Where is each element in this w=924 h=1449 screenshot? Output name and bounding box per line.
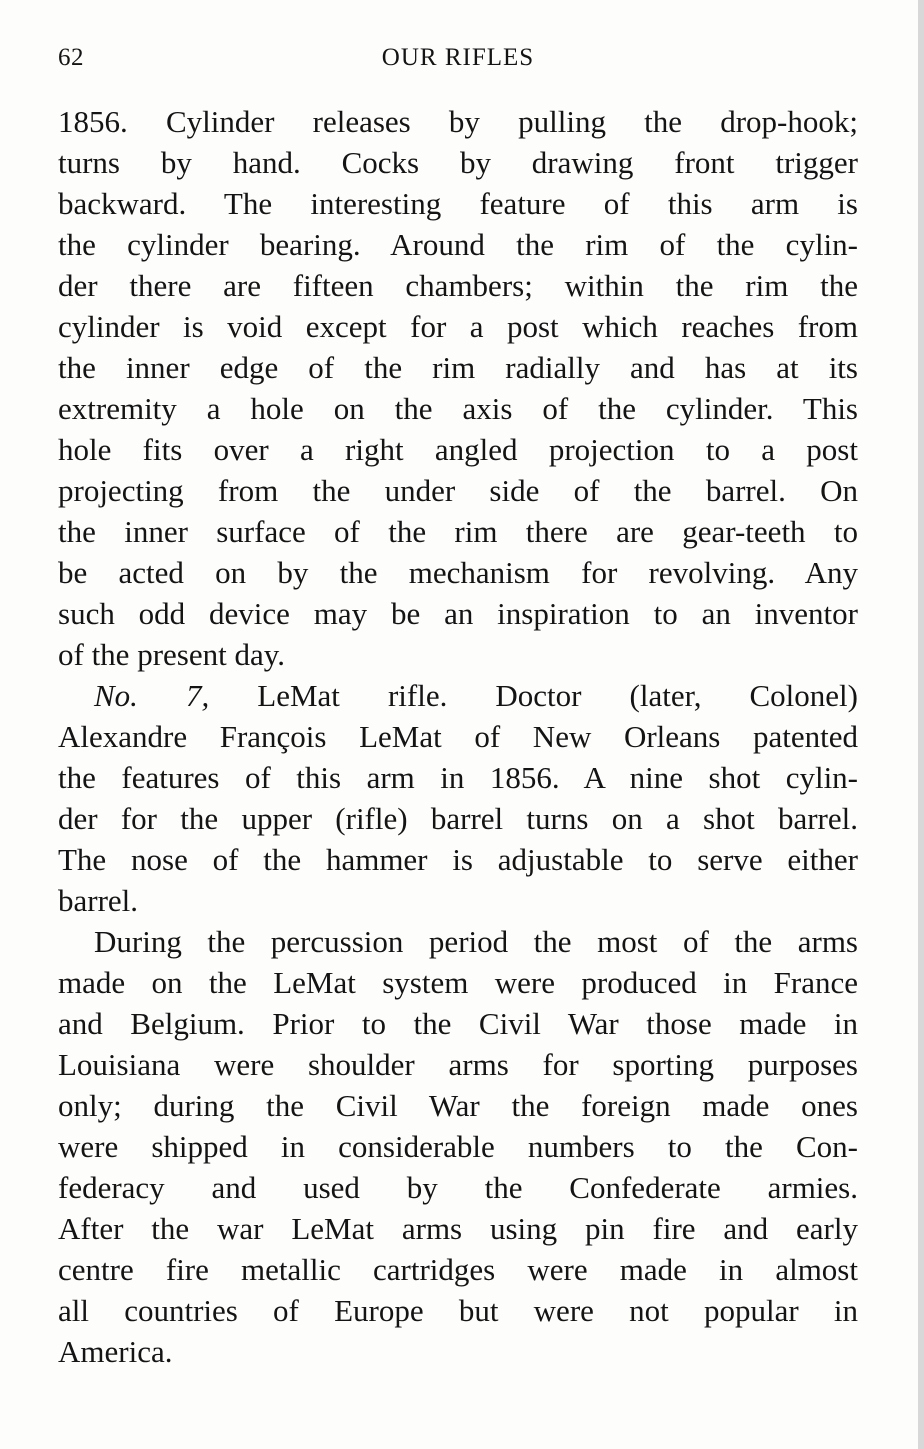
text-line: 1856. Cylinder releases by pulling the drop-hook; [58,104,858,139]
page-number: 62 [58,44,84,71]
text-line: The nose of the hammer is adjustable to serve either [58,842,858,877]
body-text [58,101,858,1372]
text-line: Louisiana were shoulder arms for sporting purposes [58,1047,858,1082]
text-line [58,675,858,716]
text-line: During the percussion period the most of the arms [94,924,858,959]
text-line: and Belgium. Prior to the Civil War those made in [58,1006,858,1041]
text-line: hole fits over a right angled projection to a post [58,432,858,467]
text-line: Alexandre François LeMat of New Orleans patented [58,719,858,754]
italic-lead: No. 7, [94,678,210,713]
text-line: projecting from the under side of the barrel. On [58,473,858,508]
page-edge [918,0,924,1449]
text-line: the features of this arm in 1856. A nine shot cylin- [58,760,858,795]
text-line: turns by hand. Cocks by drawing front trigger [58,145,858,180]
text-line: the inner edge of the rim radially and has at its [58,350,858,385]
paragraph-3 [58,921,858,1372]
text-line: backward. The interesting feature of this arm is [58,186,858,221]
text-line: the inner surface of the rim there are gear-teeth to [58,514,858,549]
paragraph-2 [58,675,858,921]
text-line: After the war LeMat arms using pin fire and early [58,1211,858,1246]
text-line: federacy and used by the Confederate armies. [58,1170,858,1205]
text-line: only; during the Civil War the foreign made ones [58,1088,858,1123]
running-head: OUR RIFLES [381,44,535,71]
text-line: cylinder is void except for a post which reaches from [58,309,858,344]
paragraph-1 [58,101,858,675]
text-line: der for the upper (rifle) barrel turns on a shot barrel. [58,801,858,836]
text-line: be acted on by the mechanism for revolving. Any [58,555,858,590]
page-header [58,44,858,80]
text-line: America. [58,1334,173,1369]
text-line: such odd device may be an inspiration to an inventor [58,596,858,631]
text-line: of the present day. [58,637,285,672]
text-fragment: LeMat rifle. Doctor (later, Colonel) [209,678,858,713]
text-line: centre fire metallic cartridges were made in almost [58,1252,858,1287]
text-line: extremity a hole on the axis of the cylinder. This [58,391,858,426]
text-line: all countries of Europe but were not popular in [58,1293,858,1328]
text-line: barrel. [58,883,139,918]
text-line: der there are fifteen chambers; within the rim the [58,268,858,303]
text-line: were shipped in considerable numbers to the Con- [58,1129,858,1164]
text-line: the cylinder bearing. Around the rim of the cylin- [58,227,858,262]
text-line: made on the LeMat system were produced in France [58,965,858,1000]
